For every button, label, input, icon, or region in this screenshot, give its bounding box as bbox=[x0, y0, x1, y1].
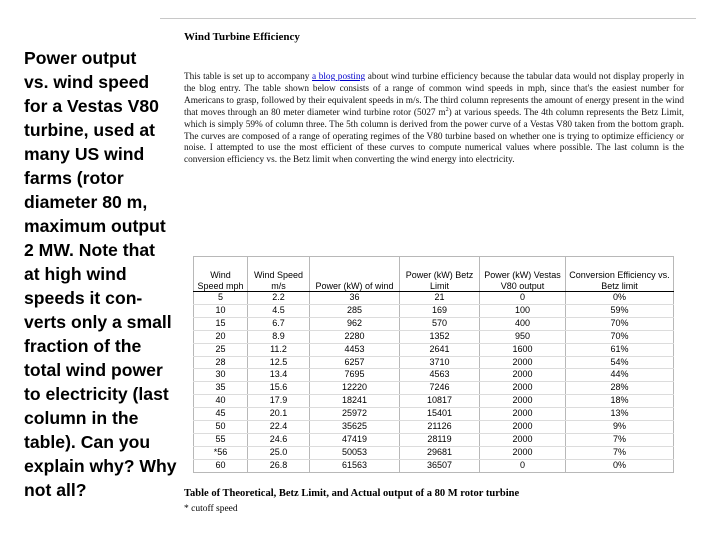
table-cell: 11.2 bbox=[248, 343, 310, 356]
table-cell: 2280 bbox=[310, 330, 400, 343]
table-cell: 2000 bbox=[480, 446, 566, 459]
table-cell: 2000 bbox=[480, 421, 566, 434]
table-cell: 2000 bbox=[480, 408, 566, 421]
table-cell: 60 bbox=[194, 459, 248, 472]
question-line: fraction of the bbox=[24, 336, 142, 356]
blog-posting-link[interactable]: a blog posting bbox=[312, 72, 366, 82]
question-line: to electricity (last bbox=[24, 384, 169, 404]
question-line: table). Can you bbox=[24, 432, 151, 452]
table-cell: 13% bbox=[566, 408, 674, 421]
table-cell: 2000 bbox=[480, 382, 566, 395]
table-cell: *56 bbox=[194, 446, 248, 459]
question-line: many US wind bbox=[24, 144, 145, 164]
table-cell: 2000 bbox=[480, 369, 566, 382]
table-cell: 25972 bbox=[310, 408, 400, 421]
table-cell: 17.9 bbox=[248, 395, 310, 408]
question-line: 2 MW. Note that bbox=[24, 240, 155, 260]
table-cell: 25.0 bbox=[248, 446, 310, 459]
table-cell: 2000 bbox=[480, 433, 566, 446]
table-cell: 35625 bbox=[310, 421, 400, 434]
table-cell: 285 bbox=[310, 304, 400, 317]
table-row bbox=[194, 330, 674, 343]
table-row bbox=[194, 459, 674, 472]
question-line: vs. wind speed bbox=[24, 72, 150, 92]
table-cell: 1352 bbox=[400, 330, 480, 343]
table-cell: 20 bbox=[194, 330, 248, 343]
table-cell: 36507 bbox=[400, 459, 480, 472]
table-cell: 59% bbox=[566, 304, 674, 317]
table-row bbox=[194, 356, 674, 369]
footnote: * cutoff speed bbox=[184, 504, 238, 514]
table-cell: 35 bbox=[194, 382, 248, 395]
table-cell: 18241 bbox=[310, 395, 400, 408]
question-line: at high wind bbox=[24, 264, 127, 284]
table-row bbox=[194, 446, 674, 459]
question-line: turbine, used at bbox=[24, 120, 155, 140]
table-cell: 0% bbox=[566, 292, 674, 305]
document-title: Wind Turbine Efficiency bbox=[184, 31, 300, 43]
table-cell: 47419 bbox=[310, 433, 400, 446]
table-cell: 70% bbox=[566, 317, 674, 330]
table-cell: 28 bbox=[194, 356, 248, 369]
table-cell: 8.9 bbox=[248, 330, 310, 343]
table-cell: 9% bbox=[566, 421, 674, 434]
table-cell: 15401 bbox=[400, 408, 480, 421]
turbine-efficiency-table bbox=[193, 256, 674, 473]
table-cell: 962 bbox=[310, 317, 400, 330]
table-caption: Table of Theoretical, Betz Limit, and Actual output of a 80 M rotor turbine bbox=[184, 488, 520, 499]
table-cell: 24.6 bbox=[248, 433, 310, 446]
paragraph-text: ) at various speeds. The 4th column represents the Betz Limit, which is simply 59% of column three. The 5th column is derived from the power curve of a Vestas V80 taken from the bottom graph. The curves are composed of a range of operating regimes of the V80 turbine based on whether one is trying to optimize efficiency or noise. I attempted to use the most efficient of these curves to compute numerical values where possible. The last column is the conversion efficiency vs. the Betz limit when converting the wind energy into electricity. bbox=[184, 107, 684, 166]
table-cell: 2000 bbox=[480, 395, 566, 408]
column-header: Wind Speed m/s bbox=[248, 257, 310, 292]
column-header: Power (kW) of wind bbox=[310, 257, 400, 292]
table-cell: 25 bbox=[194, 343, 248, 356]
table-cell: 15 bbox=[194, 317, 248, 330]
paragraph-text: This table is set up to accompany bbox=[184, 72, 312, 82]
table-row bbox=[194, 408, 674, 421]
table-cell: 13.4 bbox=[248, 369, 310, 382]
column-header: Wind Speed mph bbox=[194, 257, 248, 292]
table-cell: 20.1 bbox=[248, 408, 310, 421]
table-cell: 0 bbox=[480, 459, 566, 472]
table-row bbox=[194, 369, 674, 382]
table-cell: 26.8 bbox=[248, 459, 310, 472]
table-cell: 15.6 bbox=[248, 382, 310, 395]
table-cell: 21126 bbox=[400, 421, 480, 434]
table-row bbox=[194, 433, 674, 446]
table-cell: 50053 bbox=[310, 446, 400, 459]
question-line: diameter 80 m, bbox=[24, 192, 148, 212]
table-cell: 45 bbox=[194, 408, 248, 421]
table-cell: 7% bbox=[566, 446, 674, 459]
table-cell: 28% bbox=[566, 382, 674, 395]
question-line: total wind power bbox=[24, 360, 163, 380]
table-cell: 10817 bbox=[400, 395, 480, 408]
table-cell: 61% bbox=[566, 343, 674, 356]
table-cell: 12.5 bbox=[248, 356, 310, 369]
table-row bbox=[194, 317, 674, 330]
superscript: 2 bbox=[445, 106, 449, 113]
question-line: for a Vestas V80 bbox=[24, 96, 159, 116]
table-cell: 7% bbox=[566, 433, 674, 446]
table-cell: 6257 bbox=[310, 356, 400, 369]
table-cell: 70% bbox=[566, 330, 674, 343]
table-cell: 2000 bbox=[480, 356, 566, 369]
question-line: column in the bbox=[24, 408, 139, 428]
table-cell: 30 bbox=[194, 369, 248, 382]
table-cell: 400 bbox=[480, 317, 566, 330]
document-panel bbox=[160, 18, 700, 536]
table-cell: 1600 bbox=[480, 343, 566, 356]
table-cell: 21 bbox=[400, 292, 480, 305]
table-cell: 4563 bbox=[400, 369, 480, 382]
table-cell: 950 bbox=[480, 330, 566, 343]
table-cell: 55 bbox=[194, 433, 248, 446]
table-row bbox=[194, 421, 674, 434]
table-cell: 0% bbox=[566, 459, 674, 472]
table-row bbox=[194, 343, 674, 356]
question-line: explain why? Why bbox=[24, 456, 177, 476]
table-cell: 100 bbox=[480, 304, 566, 317]
table-cell: 3710 bbox=[400, 356, 480, 369]
table-cell: 7246 bbox=[400, 382, 480, 395]
question-line: speeds it con- bbox=[24, 288, 143, 308]
table-cell: 22.4 bbox=[248, 421, 310, 434]
question-line: verts only a small bbox=[24, 312, 172, 332]
intro-paragraph bbox=[184, 72, 684, 167]
table-cell: 7695 bbox=[310, 369, 400, 382]
question-line: Power output bbox=[24, 48, 137, 68]
column-header: Conversion Efficiency vs. Betz limit bbox=[566, 257, 674, 292]
table-cell: 50 bbox=[194, 421, 248, 434]
table-cell: 6.7 bbox=[248, 317, 310, 330]
table-cell: 2.2 bbox=[248, 292, 310, 305]
table-cell: 570 bbox=[400, 317, 480, 330]
table-cell: 10 bbox=[194, 304, 248, 317]
table-cell: 4453 bbox=[310, 343, 400, 356]
table-cell: 54% bbox=[566, 356, 674, 369]
table-row bbox=[194, 395, 674, 408]
table-cell: 169 bbox=[400, 304, 480, 317]
table-row bbox=[194, 382, 674, 395]
table-cell: 2641 bbox=[400, 343, 480, 356]
table-cell: 40 bbox=[194, 395, 248, 408]
table-row bbox=[194, 304, 674, 317]
table-cell: 36 bbox=[310, 292, 400, 305]
column-header: Power (kW) Betz Limit bbox=[400, 257, 480, 292]
table-cell: 61563 bbox=[310, 459, 400, 472]
header-row bbox=[194, 257, 674, 292]
table-row bbox=[194, 292, 674, 305]
table-cell: 44% bbox=[566, 369, 674, 382]
table-cell: 29681 bbox=[400, 446, 480, 459]
divider bbox=[160, 18, 696, 19]
table-cell: 18% bbox=[566, 395, 674, 408]
table-cell: 0 bbox=[480, 292, 566, 305]
paragraph-text: about wind turbine efficiency because the tabular data would not display properly in the blog entry. The table shown below consists of a range of common wind speeds in mph, since that's the easiest number for Americans to grasp, followed by their equivalent speeds in m/s. The third column represents the amount of energy present in the wind that moves through an 80 meter diameter wind turbine rotor (5027 m bbox=[184, 72, 684, 118]
table-cell: 28119 bbox=[400, 433, 480, 446]
question-line: maximum output bbox=[24, 216, 166, 236]
table-cell: 4.5 bbox=[248, 304, 310, 317]
table-cell: 12220 bbox=[310, 382, 400, 395]
column-header: Power (kW) Vestas V80 output bbox=[480, 257, 566, 292]
question-line: farms (rotor bbox=[24, 168, 124, 188]
table-cell: 5 bbox=[194, 292, 248, 305]
question-line: not all? bbox=[24, 480, 87, 500]
